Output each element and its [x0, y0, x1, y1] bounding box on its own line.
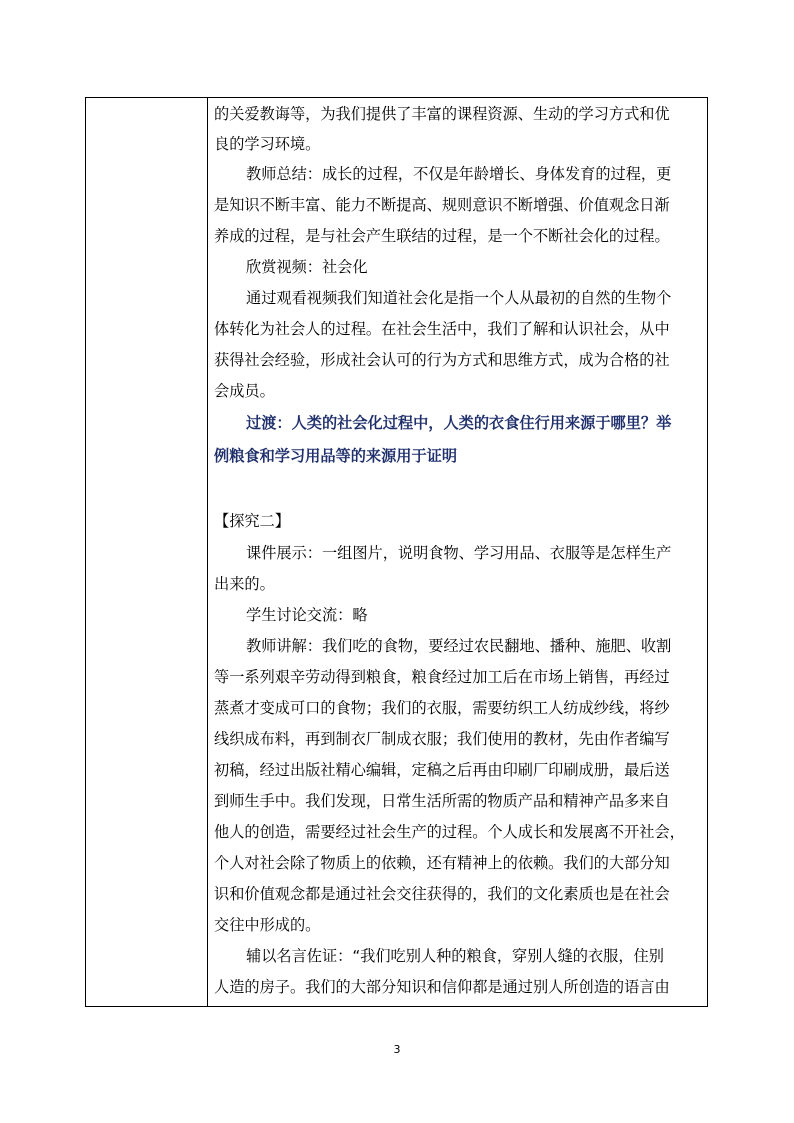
text-line: 教师总结：成长的过程，不仅是年龄增长、身体发育的过程，更 — [246, 165, 672, 183]
text-line: 教师讲解：我们吃的食物，要经过农民翻地、播种、施肥、收割 — [246, 637, 672, 655]
text-line: 他人的创造，需要经过社会生产的过程。个人成长和发展离不开社会， — [214, 823, 685, 841]
column-divider — [207, 98, 208, 1006]
text-line: 线织成布料，再到制衣厂制成衣服；我们使用的教材，先由作者编写 — [214, 730, 670, 748]
transition-line: 例粮食和学习用品等的来源用于证明 — [214, 447, 457, 465]
text-line: 个人对社会除了物质上的依赖，还有精神上的依赖。我们的大部分知 — [214, 854, 670, 872]
text-line: 初稿，经过出版社精心编辑，定稿之后再由印刷厂印刷成册，最后送 — [214, 761, 670, 779]
lesson-table — [85, 97, 708, 1007]
text-line: 识和价值观念都是通过社会交往获得的，我们的文化素质也是在社会 — [214, 885, 670, 903]
page-number: 3 — [393, 1043, 401, 1056]
text-line: 是知识不断丰富、能力不断提高、规则意识不断增强、价值观念日渐 — [214, 196, 670, 214]
text-line: 会成员。 — [214, 382, 275, 400]
text-line: 学生讨论交流：略 — [246, 606, 368, 624]
text-line: 辅以名言佐证：“我们吃别人种的粮食，穿别人缝的衣服，住别 — [246, 947, 664, 965]
text-line: 获得社会经验，形成社会认可的行为方式和思维方式，成为合格的社 — [214, 351, 670, 369]
text-line: 良的学习环境。 — [214, 135, 321, 153]
text-line: 等一系列艰辛劳动得到粮食，粮食经过加工后在市场上销售，再经过 — [214, 668, 670, 686]
section-heading: 【探究二】 — [214, 512, 290, 530]
transition-line: 过渡：人类的社会化过程中，人类的衣食住行用来源于哪里？举 — [246, 414, 672, 432]
text-line: 出来的。 — [214, 575, 275, 593]
text-line: 到师生手中。我们发现，日常生活所需的物质产品和精神产品多来自 — [214, 792, 670, 810]
text-line: 蒸煮才变成可口的食物；我们的衣服，需要纺织工人纺成纱线，将纱 — [214, 699, 670, 717]
text-line: 人造的房子。我们的大部分知识和信仰都是通过别人所创造的语言由 — [214, 978, 670, 996]
text-line: 课件展示：一组图片，说明食物、学习用品、衣服等是怎样生产 — [246, 544, 672, 562]
text-line: 欣赏视频：社会化 — [246, 258, 368, 276]
text-line: 体转化为社会人的过程。在社会生活中，我们了解和认识社会，从中 — [214, 320, 670, 338]
text-line: 通过观看视频我们知道社会化是指一个人从最初的自然的生物个 — [246, 289, 672, 307]
text-line: 交往中形成的。 — [214, 916, 321, 934]
text-line: 养成的过程，是与社会产生联结的过程，是一个不断社会化的过程。 — [214, 227, 670, 245]
text-line: 的关爱教诲等，为我们提供了丰富的课程资源、生动的学习方式和优 — [214, 105, 670, 123]
